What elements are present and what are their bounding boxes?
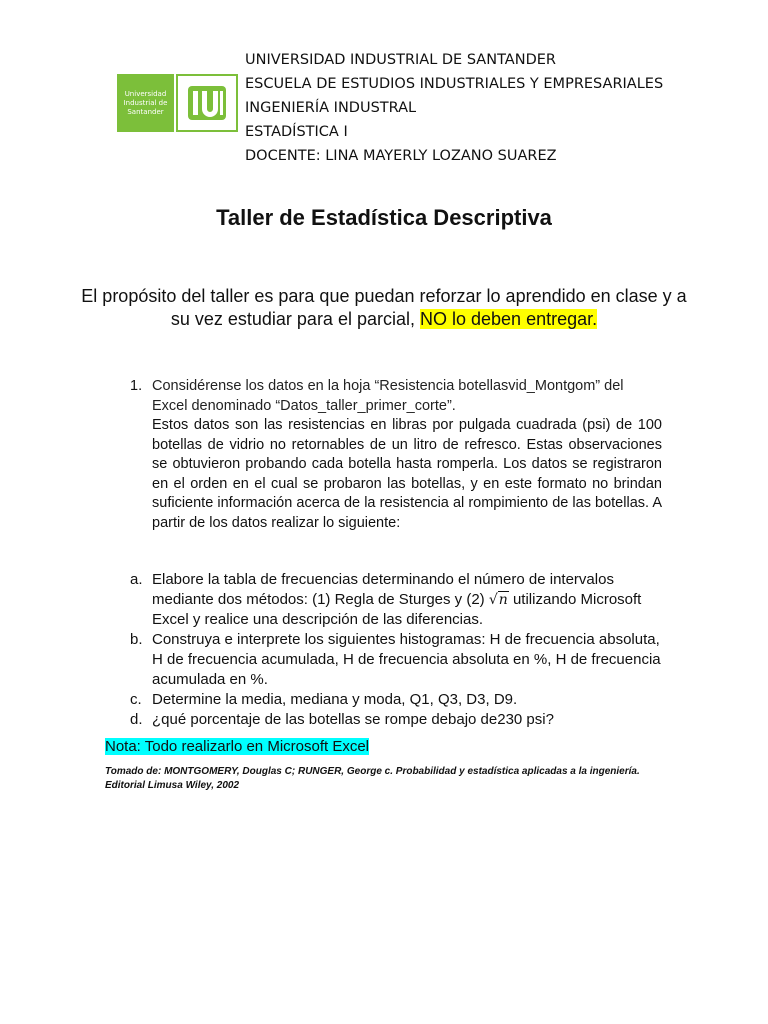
subitem-d <box>130 710 670 730</box>
header-school: ESCUELA DE ESTUDIOS INDUSTRIALES Y EMPRESARIALES <box>245 76 664 92</box>
header-university: UNIVERSIDAD INDUSTRIAL DE SANTANDER <box>245 52 556 68</box>
source-citation <box>105 765 665 793</box>
sqrt-symbol: √ <box>488 592 498 608</box>
header-course: ESTADÍSTICA I <box>245 124 348 140</box>
exercise-number: 1. <box>130 378 143 394</box>
source-line-2: Editorial Limusa Wiley, 2002 <box>105 780 240 791</box>
logo-text: Universidad Industrial de Santander <box>123 89 168 116</box>
purpose-paragraph <box>80 285 688 331</box>
exercise-description: Estos datos son las resistencias en libras por pulgada cuadrada (psi) de 100 botellas de vidrio no retornables de un litro de refresco. Estas observaciones se obtuvieron probando cada botella hasta romperla. Los datos se registraron en el orden en el cual se probaron las botellas, y en este formato no brindan suficiente información acerca de la resistencia al rompimiento de las botellas. A partir de los datos realizar lo siguiente: <box>152 417 662 531</box>
sqrt-variable: n <box>498 592 508 608</box>
exercise-body <box>152 377 662 533</box>
exercise-subitems <box>130 570 670 730</box>
subitem-letter: d. <box>130 711 143 728</box>
header-teacher: DOCENTE: LINA MAYERLY LOZANO SUAREZ <box>245 148 557 164</box>
subitem-letter: b. <box>130 631 143 648</box>
note <box>105 737 369 757</box>
university-logo <box>117 74 238 132</box>
subitem-a-text-end: utilizando Microsoft Excel y realice una descripción de las diferencias. <box>152 591 642 628</box>
subitem-letter: a. <box>130 571 143 588</box>
note-text: Nota: Todo realizarlo en Microsoft Excel <box>105 738 370 755</box>
subitem-c <box>130 690 670 710</box>
header-program: INGENIERÍA INDUSTRAL <box>245 100 417 116</box>
purpose-text: El propósito del taller es para que puedan reforzar lo aprendido en clase y a su vez estudiar para el parcial, <box>81 286 687 329</box>
subitem-b-text: Construya e interprete los siguientes histogramas: H de frecuencia absoluta, H de frecuencia acumulada, H de frecuencia absoluta en %, H de frecuencia acumulada en %. <box>152 631 661 688</box>
document-header <box>245 48 663 168</box>
sqrt-n-formula <box>489 591 509 608</box>
subitem-d-text: ¿qué porcentaje de las botellas se rompe debajo de230 psi? <box>152 711 554 728</box>
document-title: Taller de Estadística Descriptiva <box>216 205 552 230</box>
subitem-letter: c. <box>130 691 142 708</box>
subitem-b <box>130 630 670 690</box>
logo-text-panel <box>117 74 174 132</box>
purpose-highlight: NO lo deben entregar. <box>420 309 598 329</box>
subitem-a-text: Elabore la tabla de frecuencias determinando el número de intervalos mediante dos métodos: (1) Regla de Sturges y (2) <box>152 571 614 608</box>
subitem-a <box>130 570 670 630</box>
exercise-lead: Considérense los datos en la hoja “Resistencia botellasvid_Montgom” del Excel denominado “Datos_taller_primer_corte”. <box>152 378 624 414</box>
uis-logo-icon <box>178 76 236 130</box>
exercise-1 <box>130 377 662 533</box>
source-line-1: Tomado de: MONTGOMERY, Douglas C; RUNGER, George c. Probabilidad y estadística aplicadas a la ingeniería. <box>105 766 640 777</box>
subitem-c-text: Determine la media, mediana y moda, Q1, Q3, D3, D9. <box>152 691 518 708</box>
logo-mark-panel <box>176 74 238 132</box>
